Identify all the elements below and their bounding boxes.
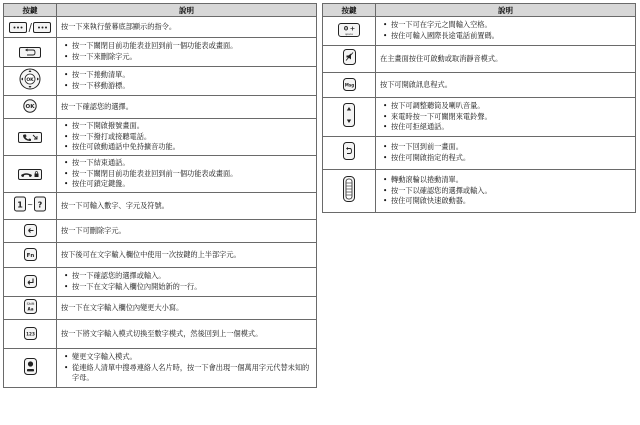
right-header-desc: 說明 [376,4,636,17]
bullet-list [61,41,312,62]
bullet-item: • 轉動滾輪以捲動清單。 [391,175,631,186]
number-keys-icon [14,196,46,216]
table-row [4,349,317,388]
table-row [4,17,317,38]
table-row [323,170,636,213]
desc-cell [376,98,636,137]
desc-cell [57,297,317,320]
key-cell [323,46,376,73]
table-row [4,243,317,268]
desc-cell [57,220,317,243]
left-table-header-row [4,4,317,17]
desc-text: 按一下將文字輸入模式切換至數字模式，然後回到上一個模式。 [61,328,263,338]
key-cell [4,96,57,119]
bullet-list [61,271,312,292]
key-cell [4,243,57,268]
bullet-item: • 按住可開啟指定的程式。 [391,153,631,164]
ok-key-icon [23,98,37,117]
back-key-icon [19,43,41,62]
number-key-tilde: ~ [27,201,33,209]
key-cell [4,220,57,243]
navigation-key-icon [19,68,41,94]
silent-key-icon [343,49,356,69]
desc-cell [57,193,317,220]
key-cell [4,349,57,388]
desc-cell [376,46,636,73]
bullet-item: • 按一下確認您的選擇或輸入。 [72,271,312,282]
key-cell [323,137,376,170]
desc-cell [57,67,317,96]
zero-key-label: 0 [343,24,349,32]
desc-text: 按一下確認您的選擇。 [61,101,133,111]
bullet-item: • 按一下回到前一畫面。 [391,142,631,153]
table-row [323,137,636,170]
key-cell [323,98,376,137]
table-row [4,67,317,96]
bullet-item: • 按一下捲動清單。 [72,70,312,81]
left-header-desc: 說明 [57,4,317,17]
bullet-item: • 按一下開啟撥號畫面。 [72,121,312,132]
key-cell [4,38,57,67]
bullet-item: • 按住可啟動通話中免持擴音功能。 [72,142,312,153]
table-row [4,96,317,119]
table-row [323,98,636,137]
volume-key-icon [343,103,355,131]
table-row [4,119,317,156]
bullet-item: • 按一下以確認您的選擇或輸入。 [391,186,631,197]
table-row [323,73,636,98]
desc-cell [57,119,317,156]
table-row [4,38,317,67]
bullet-item: • 按一下移動游標。 [72,81,312,92]
table-row [323,46,636,73]
bullet-item: • 按住可拒絕通話。 [391,122,631,133]
desc-text: 在主畫面按住可啟動或取消靜音模式。 [380,53,503,63]
shift-key-icon [24,299,37,318]
key-cell [4,268,57,297]
table-row [4,320,317,349]
fn-key-label: Fn [26,252,34,259]
bullet-item: • 按住可鎖定鍵盤。 [72,179,312,190]
desc-cell [57,268,317,297]
space-small-label: space [345,32,353,36]
number-key-low-label: 1 [17,200,23,210]
desc-cell [57,96,317,119]
bullet-list [61,158,312,190]
bullet-item: • 按住可輸入國際長途電話前置碼。 [391,31,631,42]
bullet-list [380,20,631,41]
desc-text: 按一下可輸入數字、字元及符號。 [61,200,169,210]
shift-key-top-label: Shift [26,301,34,306]
right-table-header-row [323,4,636,17]
bullet-list [380,101,631,133]
nav-ok-label: OK [26,77,34,83]
key-cell [4,193,57,220]
desc-text: 按一下可刪除字元。 [61,225,126,235]
table-row [4,156,317,193]
desc-cell [57,349,317,388]
key-cell [4,17,57,38]
key-cell [4,67,57,96]
key-cell [4,297,57,320]
key-cell [4,320,57,349]
msg-key-icon [343,76,356,95]
ok-key-label: OK [25,103,35,110]
left-header-key: 按鍵 [4,4,57,17]
space-mode-key-icon [24,358,37,379]
desc-text: 按一下在文字輸入欄位內變更大小寫。 [61,302,184,312]
key-cell [323,17,376,46]
plus-key-label: + [349,24,356,32]
desc-cell [57,17,317,38]
call-key-icon [18,128,42,147]
side-back-key-icon [343,142,355,164]
end-key-icon [18,165,42,184]
desc-cell [376,170,636,213]
desc-text: 按下後可在文字輸入欄位中使用一次按鍵的上半部字元。 [61,249,241,259]
desc-text: 按下可開啟訊息程式。 [380,79,452,89]
desc-cell [376,73,636,98]
bullet-item: • 按一下來刪除字元。 [72,52,312,63]
desc-text: 按一下來執行螢幕底部顯示的指令。 [61,21,177,31]
right-header-key: 按鍵 [323,4,376,17]
bullet-item: • 按一下關閉目前功能表並回到前一個功能表或畫面。 [72,41,312,52]
fn-key-icon [24,246,37,265]
table-row [4,193,317,220]
bullet-item: • 按住可開啟快速啟動器。 [391,196,631,207]
enter-key-icon [24,273,37,292]
bullet-item: • 按一下在文字輸入欄位內開始新的一行。 [72,282,312,293]
bullet-list [61,352,312,384]
bullet-list [380,175,631,207]
key-cell [323,73,376,98]
desc-cell [57,243,317,268]
table-row [4,297,317,320]
bullet-item: • 按下可調整聽筒及喇叭音量。 [391,101,631,112]
bullet-item: • 按一下可在字元之間輸入空格。 [391,20,631,31]
number-key-high-label: ? [37,200,43,210]
bullet-list [61,121,312,153]
desc-cell [376,137,636,170]
bullet-item: • 來電時按一下可關閉來電鈴聲。 [391,112,631,123]
key-cell [4,156,57,193]
right-key-table [322,3,636,213]
left-key-table [3,3,317,388]
table-row [4,220,317,243]
desc-cell [57,156,317,193]
shift-key-bottom-label: Aa [26,306,34,311]
sym-key-label: 123 [25,330,35,336]
table-row [4,268,317,297]
msg-key-label: Msg [344,81,354,87]
bullet-item: • 從連絡人清單中搜尋連絡人名片時，按一下會出現一個萬用字元代替未知的字母。 [72,363,312,384]
table-row [323,17,636,46]
delete-key-icon [24,222,37,241]
bullet-item: • 變更文字輸入模式。 [72,352,312,363]
softkey-icon [9,18,51,37]
desc-cell [57,38,317,67]
sym-key-icon [24,325,37,344]
bullet-item: • 按一下結束通話。 [72,158,312,169]
scroll-wheel-icon [343,176,355,206]
key-cell [323,170,376,213]
bullet-list [61,70,312,91]
bullet-item: • 按一下關閉目前功能表並回到前一個功能表或畫面。 [72,169,312,180]
key-cell [4,119,57,156]
bullet-list [380,142,631,163]
bullet-item: • 按一下撥打或接聽電話。 [72,132,312,143]
zero-plus-key-icon [338,22,360,41]
desc-cell [376,17,636,46]
desc-cell [57,320,317,349]
